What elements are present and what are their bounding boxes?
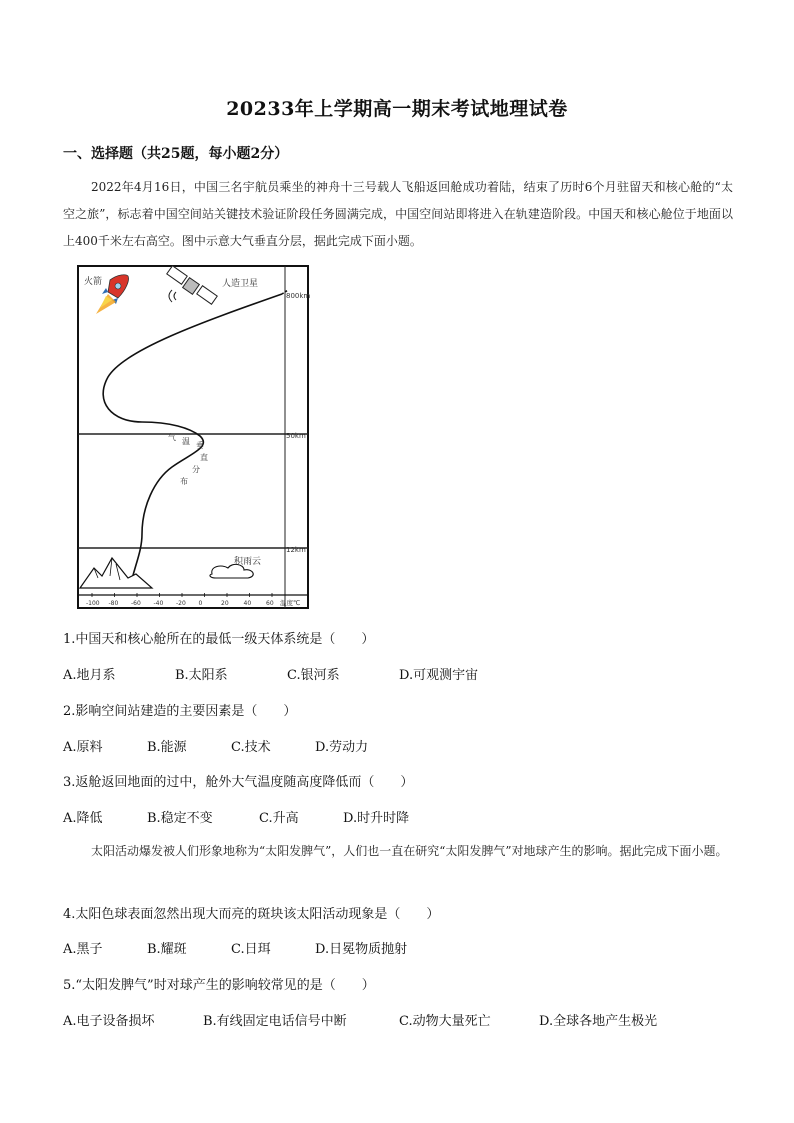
height-label: 50km bbox=[286, 432, 306, 440]
atmosphere-layer-figure bbox=[72, 262, 322, 612]
q3-option-b[interactable]: B.稳定不变 bbox=[147, 811, 213, 826]
x-tick-label: -40 bbox=[153, 600, 164, 607]
q1-option-a[interactable]: A.地月系 bbox=[63, 668, 116, 683]
cloud-label: 积雨云 bbox=[234, 557, 262, 567]
question-5-stem: 5.“太阳发脾气”时对球产生的影响较常见的是（ ） bbox=[63, 978, 375, 993]
q5-option-a[interactable]: A.电子设备损坏 bbox=[63, 1014, 155, 1029]
q2-option-b[interactable]: B.能源 bbox=[147, 740, 187, 755]
exam-title: 20233年上学期高一期末考试地理试卷 bbox=[226, 98, 568, 120]
passage-intro: 2022年4月16日，中国三名宇航员乘坐的神舟十三号载人飞船返回舱成功着陆，结束了历时6个月驻留天和核心舱的“太空之旅”，标志着中国空间站关键技术验证阶段任务圆满完成，中国空间站即将进入在轨建造阶段。中国天和核心舱位于地面以上400千米左右高空。图中示意大气垂直分层，据此完成下面小题。 bbox=[63, 180, 733, 248]
x-tick-label: -80 bbox=[108, 600, 119, 607]
q5-option-b[interactable]: B.有线固定电话信号中断 bbox=[203, 1014, 347, 1029]
q1-option-b[interactable]: B.太阳系 bbox=[175, 668, 228, 683]
height-label: 800km bbox=[286, 292, 311, 300]
x-tick-label: -20 bbox=[176, 600, 186, 607]
figure-frame bbox=[78, 266, 311, 608]
satellite-icon bbox=[167, 266, 217, 305]
q1-option-d[interactable]: D.可观测宇宙 bbox=[399, 668, 479, 683]
curve-label-char: 分 bbox=[192, 465, 200, 474]
x-unit-label: 温度℃ bbox=[280, 599, 301, 607]
q5-option-d[interactable]: D.全球各地产生极光 bbox=[539, 1014, 658, 1029]
height-label: 12km bbox=[286, 546, 306, 554]
rocket-label: 火箭 bbox=[84, 277, 103, 287]
q3-option-a[interactable]: A.降低 bbox=[63, 811, 103, 826]
q4-option-d[interactable]: D.日冕物质抛射 bbox=[315, 942, 408, 957]
x-tick-label: -100 bbox=[86, 600, 100, 607]
x-tick-label: -60 bbox=[131, 600, 141, 607]
q5-option-c[interactable]: C.动物大量死亡 bbox=[399, 1014, 491, 1029]
mountain-icon bbox=[80, 558, 152, 588]
question-4-stem: 4.太阳色球表面忽然出现大而亮的斑块该太阳活动现象是（ ） bbox=[63, 907, 440, 922]
height-label-group bbox=[286, 292, 310, 554]
temperature-curve bbox=[103, 294, 282, 588]
curve-label-group bbox=[168, 432, 208, 486]
q2-option-d[interactable]: D.劳动力 bbox=[315, 740, 369, 755]
question-2-stem: 2.影响空间站建造的主要因素是（ ） bbox=[63, 704, 297, 719]
satellite-label: 人造卫星 bbox=[222, 279, 259, 289]
curve-label-char: 垂 bbox=[196, 441, 204, 450]
question-3-stem: 3.返舱返回地面的过中，舱外大气温度随高度降低而（ ） bbox=[63, 775, 414, 790]
q4-option-c[interactable]: C.日珥 bbox=[231, 942, 271, 957]
q3-option-d[interactable]: D.时升时降 bbox=[343, 811, 410, 826]
x-tick-label: 20 bbox=[221, 600, 229, 607]
q2-option-a[interactable]: A.原料 bbox=[63, 740, 103, 755]
q1-option-c[interactable]: C.银河系 bbox=[287, 668, 340, 683]
section-heading: 一、选择题（共25题，每小题2分） bbox=[63, 146, 289, 162]
x-tick-label: 60 bbox=[266, 600, 274, 607]
curve-label-char: 气 bbox=[168, 433, 176, 442]
curve-label-char: 直 bbox=[200, 453, 208, 462]
x-tick-label: 0 bbox=[198, 600, 203, 607]
q2-option-c[interactable]: C.技术 bbox=[231, 740, 271, 755]
q3-option-c[interactable]: C.升高 bbox=[259, 811, 299, 826]
passage-solar-activity: 太阳活动爆发被人们形象地称为“太阳发脾气”，人们也一直在研究“太阳发脾气”对地球产生的影响。据此完成下面小题。 bbox=[91, 844, 728, 858]
q4-option-a[interactable]: A.黑子 bbox=[63, 942, 103, 957]
question-1-stem: 1.中国天和核心舱所在的最低一级天体系统是（ ） bbox=[63, 632, 375, 647]
x-tick-label: 40 bbox=[243, 600, 252, 607]
curve-label-char: 温 bbox=[182, 437, 190, 446]
curve-label-char: 布 bbox=[180, 477, 188, 486]
q4-option-b[interactable]: B.耀斑 bbox=[147, 942, 187, 957]
